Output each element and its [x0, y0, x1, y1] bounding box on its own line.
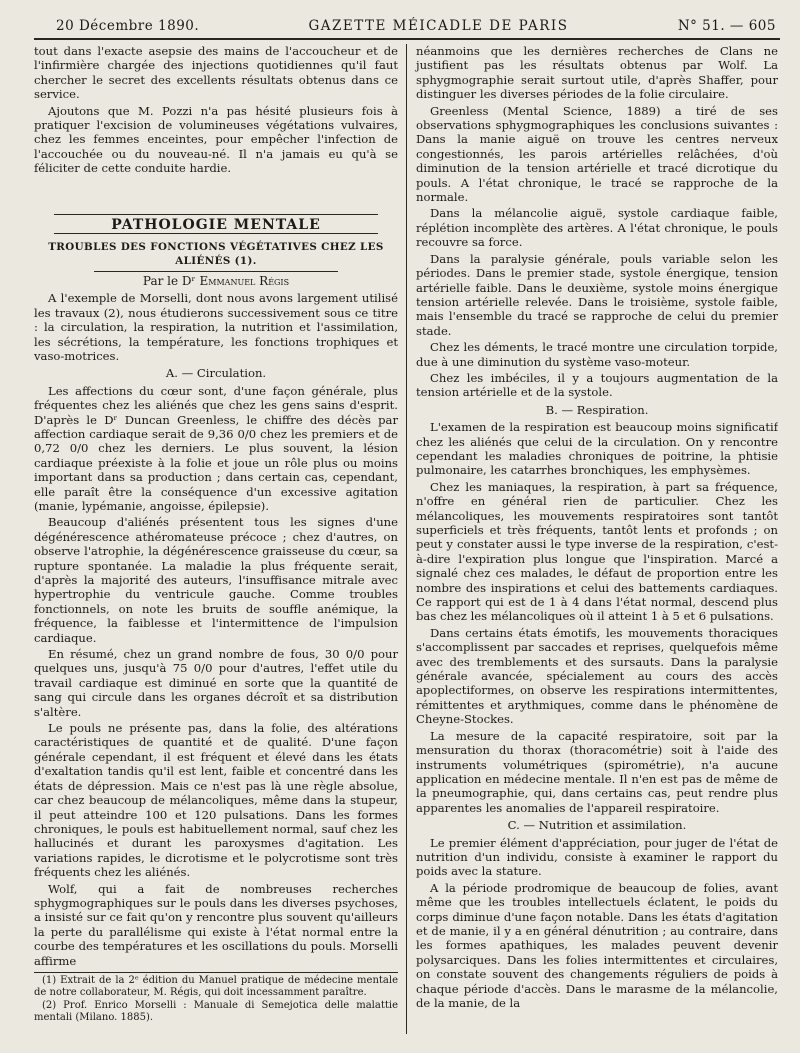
paragraph-circulation-1: Les affections du cœur sont, d'une façon générale, plus fréquentes chez les aliénés que chez les gens sains d'esprit. D'après le Dʳ Duncan Greenless, le chiffre des décès par affection cardiaque serait de 9,36 0/0 chez les premiers et de 0,72 0/0 chez les derniers. Le plus souvent, la lésion cardiaque préexiste à la folie et joue un rôle plus ou moins important dans sa production ; dans certain cas, cependant, elle paraît être la conséquence d'un excessive agitation (manie, lypémanie, angoisse, épilepsie). — [34, 383, 398, 513]
paragraph-respiration-3: Dans certains états émotifs, les mouvements thoraciques s'accomplissent par saccades et reprises, quelquefois même avec des tremblements et des sursauts. Dans la paralysie générale avancée, spécialement au cours des accès apoplectiformes, on observe les respirations intermittentes, rémittentes et arythmiques, comme dans le phénomène de Cheyne-Stockes. — [416, 625, 778, 727]
paragraph-circulation-3: En résumé, chez un grand nombre de fous, 30 0/0 pour quelques uns, jusqu'à 75 0/0 pour d'autres, l'effet utile du travail cardiaque est diminué en sorte que la quantité de sang qui circule dans les organes décroît et sa distribution s'altère. — [34, 647, 398, 719]
author-prefix: Par le Dʳ — [142, 273, 196, 288]
paragraph-respiration-2: Chez les maniaques, la respiration, à part sa fréquence, n'offre en général rien de particulier. Chez les mélancoliques, les mouvements respiratoires sont tantôt superficiels et très fréquents, tantôt lents et profonds ; on peut y constater aussi le type inverse de la respiration, c'est-à-dire l'expiration plus longue que l'inspiration. Marcé a signalé chez ces malades, le défaut de proportion entre les nombre des inspirations et celui des battements cardiaques. Ce rapport qui est de 1 à 4 dans l'état normal, descend plus bas chez les mélancoliques où il atteint 1 à 5 et 6 pulsations. — [416, 479, 778, 624]
paragraph-melancolie: Dans la mélancolie aiguë, systole cardiaque faible, réplétion incomplète des artères. A l'état chronique, le pouls recouvre sa force. — [416, 206, 778, 250]
paragraph-circulation-2: Beaucoup d'aliénés présentent tous les signes d'une dégénérescence athéromateuse précoce ; chez d'autres, on observe l'atrophie, la dégénérescence graisseuse du cœur, sa rupture spontanée. La maladie la plus fréquente serait, d'après la majorité des auteurs, l'insuffisance mitrale avec hypertrophie du ventricule gauche. Comme troubles fonctionnels, on note les bruits de souffle anémique, la fréquence, la faiblesse et l'intermittence de l'impulsion cardiaque. — [34, 515, 398, 645]
author-line — [34, 274, 398, 288]
heading-nutrition: C. — Nutrition et assimilation. — [507, 818, 687, 833]
paragraph-paralysie: Dans la paralysie générale, pouls variable selon les périodes. Dans le premier stade, systole énergique, tension artérielle faible. Dans le deuxième, systole moins énergique tension artérielle relevée. Dans le troisième, systole faible, mais l'ensemble du tracé se rapproche de celui du premier stade. — [416, 251, 778, 338]
footnote-2: (2) Prof. Enrico Morselli : Manuale di Semejotica delle malattie mentali (Milano. 1885). — [34, 999, 398, 1023]
paragraph-sphygmography: néanmoins que les dernières recherches de Clans ne justifient pas les résultats obtenus par Wolf. La sphygmographie serait surtout utile, d'après Shaffer, pour distinguer les diverses périodes de la folie circulaire. — [416, 44, 778, 102]
subtitle-rule — [94, 271, 338, 272]
footnote-1: (1) Extrait de la 2ᵉ édition du Manuel pratique de médecine mentale de notre collaborateur, M. Régis, qui doit incessamment paraître. — [34, 974, 398, 998]
footnotes — [34, 972, 398, 1024]
intro-paragraph-2: Ajoutons que M. Pozzi n'a pas hésité plusieurs fois à pratiquer l'excision de volumineuses végétations vulvaires, chez les femmes enceintes, pour empêcher l'infection de l'accouchée ou du nouveau-né. Il n'a jamais eu qu'à se féliciter de cette conduite hardie. — [34, 103, 398, 176]
section-title: PATHOLOGIE MENTALE — [54, 214, 378, 234]
paragraph-nutrition-2: A la période prodromique de beaucoup de folies, avant même que les troubles intellectuels éclatent, le poids du corps diminue d'une façon notable. Dans les états d'agitation et de manie, il y a en général dénutrition ; au contraire, dans les formes apathiques, les malades peuvent devenir polysarciques. Dans les folies intermittentes et circulaires, on constate souvent des changements réguliers de poids à chaque période d'accès. Dans le marasme de la mélancolie, de la manie, de la — [416, 880, 778, 1010]
paragraph-nutrition-1: Le premier élément d'appréciation, pour juger de l'état de nutrition d'un individu, consiste à examiner le rapport du poids avec la stature. — [416, 835, 778, 879]
header-date: 20 Décembre 1890. — [56, 18, 200, 34]
heading-circulation: A. — Circulation. — [165, 366, 267, 381]
header-page-number: N° 51. — 605 — [677, 18, 776, 34]
section-subtitle: TROUBLES DES FONCTIONS VÉGÉTATIVES CHEZ LES ALIÉNÉS (1). — [48, 241, 384, 268]
paragraph-respiration-4: La mesure de la capacité respiratoire, soit par la mensuration du thorax (thoracométrie) soit à l'aide des instruments volumétriques (spirométrie), n'a aucune application en médecine mentale. Il n'en est pas de même de la pneumographie, qui, dans certains cas, peut rendre plus apparentes les anomalies de l'appareil respiratoire. — [416, 728, 778, 815]
paragraph-morselli: A l'exemple de Morselli, dont nous avons largement utilisé les travaux (2), nous étudierons successivement sous ce titre : la circulation, la respiration, la nutrition et l'assimilation, les sécrétions, la température, les fonctions trophiques et vaso-motrices. — [34, 291, 398, 363]
author-name: Emmanuel Régis — [199, 273, 290, 288]
paragraph-circulation-5: Wolf, qui a fait de nombreuses recherches sphygmographiques sur le pouls dans les diverses psychoses, a insisté sur ce fait qu'on y rencontre plus souvent qu'ailleurs la perte du parallélisme qui existe à l'état normal entre la courbe des températures et les oscillations du pouls. Morselli affirme — [34, 881, 398, 968]
paragraph-greenless: Greenless (Mental Science, 1889) a tiré de ses observations sphygmographiques les conclusions suivantes : Dans la manie aiguë on trouve les centres nerveux congestionnés, les parois artérielles relâchées, d'où diminution de la tension artérielle et tracé dicrotique du pouls. A l'état chronique, le tracé se rapproche de la normale. — [416, 103, 778, 205]
heading-respiration: B. — Respiration. — [545, 402, 649, 417]
paragraph-imbeciles: Chez les imbéciles, il y a toujours augmentation de la tension artérielle et de la systole. — [416, 370, 778, 400]
text-columns — [34, 44, 780, 1034]
left-column — [34, 44, 406, 1034]
intro-paragraph-1: tout dans l'exacte asepsie des mains de l'accoucheur et de l'infirmière chargée des injections quotidiennes qu'il faut chercher le secret des excellents résultats obtenus dans ce service. — [34, 44, 398, 102]
page-header — [34, 18, 780, 40]
header-journal-title: GAZETTE MÉICADLE DE PARIS — [308, 18, 569, 34]
right-column — [406, 44, 778, 1034]
paragraph-circulation-4: Le pouls ne présente pas, dans la folie, des altérations caractéristiques de quantité et de qualité. D'une façon générale cependant, il est fréquent et élevé dans les états d'exaltation tandis qu'il est lent, faible et concentré dans les états de dépression. Mais ce n'est pas là une règle absolue, car chez beaucoup de mélancoliques, même dans la stupeur, il peut atteindre 100 et 120 pulsations. Dans les formes chroniques, le pouls est habituellement normal, sauf chez les hallucinés et durant les paroxysmes d'agitation. Les variations rapides, le dicrotisme et le polycrotisme sont très fréquents chez les aliénés. — [34, 721, 398, 880]
paragraph-respiration-1: L'examen de la respiration est beaucoup moins significatif chez les aliénés que celui de la circulation. On y rencontre cependant les maladies chroniques de poitrine, la phtisie pulmonaire, les catarrhes bronchiques, les emphysèmes. — [416, 420, 778, 478]
paragraph-dements: Chez les déments, le tracé montre une circulation torpide, due à une diminution du système vaso-moteur. — [416, 340, 778, 369]
